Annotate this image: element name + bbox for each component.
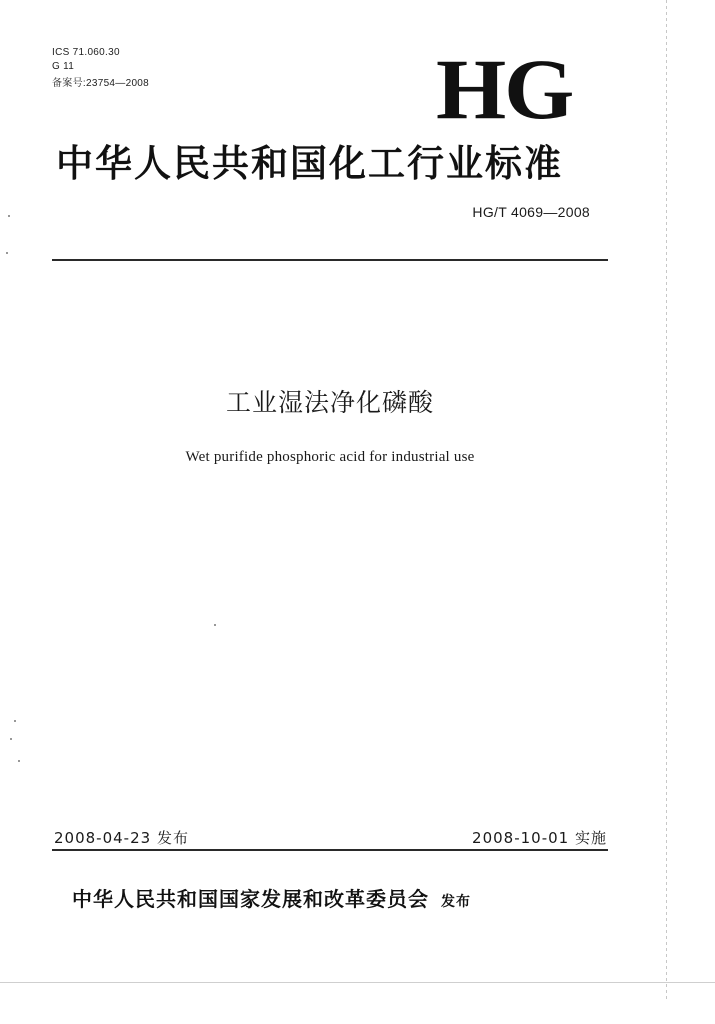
scan-speck <box>6 252 8 254</box>
record-number: 备案号:23754—2008 <box>52 78 150 89</box>
scan-speck <box>10 738 12 740</box>
scan-edge-artifact <box>666 0 667 1000</box>
standard-code: HG/T 4069—2008 <box>472 204 590 220</box>
issue-date: 2008-04-23 发布 <box>54 829 189 847</box>
issuing-authority <box>72 883 471 912</box>
hg-logo: HG <box>436 41 573 137</box>
scan-speck <box>214 624 216 626</box>
scan-speck <box>14 720 16 722</box>
top-divider <box>52 259 608 261</box>
bottom-divider <box>52 849 608 851</box>
document-title-chinese: 工业湿法净化磷酸 <box>225 388 434 417</box>
classification-code: G 11 <box>52 61 75 72</box>
ics-code: ICS 71.060.30 <box>52 47 120 58</box>
issuer-name: 中华人民共和国国家发展和改革委员会 <box>72 887 429 911</box>
implementation-date: 2008-10-01 实施 <box>472 829 607 847</box>
document-title-english: Wet purifide phosphoric acid for industrial use <box>185 449 475 465</box>
scan-bottom-artifact <box>0 982 715 983</box>
issuer-action: 发布 <box>441 894 471 910</box>
standard-category-title: 中华人民共和国化工行业标准 <box>56 141 563 185</box>
scan-speck <box>18 760 20 762</box>
scan-speck <box>8 215 10 217</box>
